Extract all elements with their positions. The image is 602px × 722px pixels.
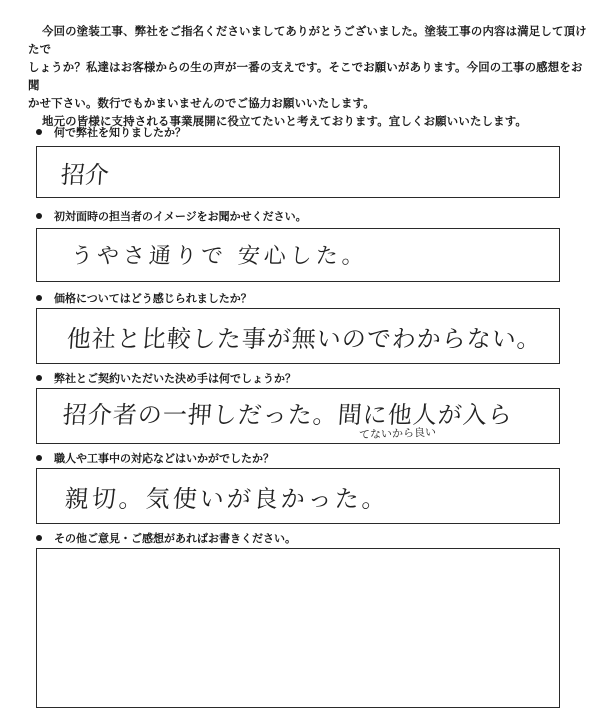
answer-1-text: 招介 xyxy=(59,161,110,189)
intro-line-2: しょうか？私達はお客様からの生の声が一番の支えです。そこでお願いがあります。今回の工事の感想をお聞 xyxy=(28,60,583,92)
answer-4-note: てないから良い xyxy=(358,425,437,442)
answer-box-1 xyxy=(36,146,560,198)
bullet-icon xyxy=(36,455,42,461)
question-2-label: 初対面時の担当者のイメージをお聞かせください。 xyxy=(54,210,307,223)
answer-4-text: 招介者の一押しだった。間に他人が入ら xyxy=(61,401,514,429)
question-3 xyxy=(36,290,252,306)
answer-5-text: 親切。気使いが良かった。 xyxy=(63,485,390,513)
answer-box-2 xyxy=(36,228,560,282)
intro-text xyxy=(28,22,588,130)
answer-box-6 xyxy=(36,548,560,708)
intro-line-3: かせ下さい。数行でもかまいませんのでご協力お願いいたします。 xyxy=(28,96,375,110)
question-5-label: 職人や工事中の対応などはいかがでしたか？ xyxy=(54,452,274,465)
bullet-icon xyxy=(36,295,42,301)
answer-box-5 xyxy=(36,468,560,524)
question-1-label: 何で弊社を知りましたか？ xyxy=(54,126,186,139)
bullet-icon xyxy=(36,213,42,219)
bullet-icon xyxy=(36,375,42,381)
answer-box-4 xyxy=(36,388,560,444)
question-3-label: 価格についてはどう感じられましたか？ xyxy=(54,292,252,305)
question-5 xyxy=(36,450,274,466)
question-1 xyxy=(36,124,186,140)
answer-2-text: うやさ通りで 安心した。 xyxy=(69,244,369,269)
question-4 xyxy=(36,370,296,386)
bullet-icon xyxy=(36,129,42,135)
intro-line-4: 地元の皆様に支持される事業展開に役立てたいと考えております。宜しくお願いいたします。 xyxy=(42,114,527,128)
bullet-icon xyxy=(36,535,42,541)
intro-line-1: 今回の塗装工事、弊社をご指名くださいましてありがとうございました。塗装工事の内容は満足して頂けたで xyxy=(28,24,587,56)
question-6 xyxy=(36,530,296,546)
question-6-label: その他ご意見・ご感想があればお書きください。 xyxy=(54,532,296,545)
answer-box-3 xyxy=(36,308,560,364)
question-2 xyxy=(36,208,307,224)
question-4-label: 弊社とご契約いただいた決め手は何でしょうか？ xyxy=(54,372,296,385)
answer-3-text: 他社と比較した事が無いのでわからない。 xyxy=(65,325,543,353)
